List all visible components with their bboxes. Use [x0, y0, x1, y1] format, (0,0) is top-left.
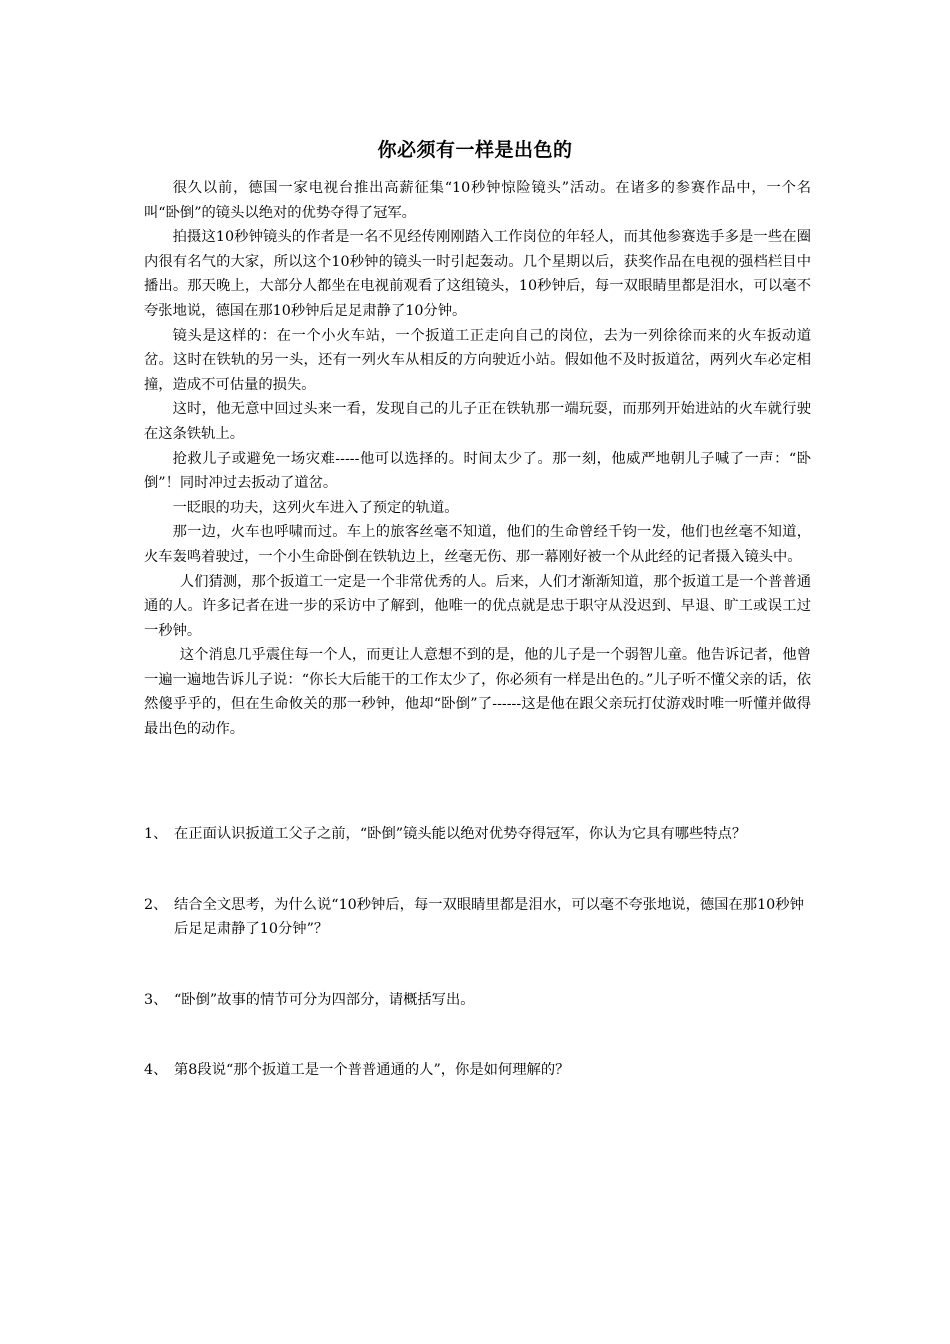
page-title: 你必须有一样是出色的: [377, 139, 573, 161]
paragraph-1: 很久以前，德国一家电视台推出高薪征集“10秒钟惊险镜头”活动。在诸多的参赛作品中，一个名叫“卧倒”的镜头以绝对的优势夺得了冠军。: [144, 180, 811, 221]
paragraph-3: 镜头是这样的：在一个小火车站，一个扳道工正走向自己的岗位，去为一列徐徐而来的火车扳动道岔。这时在铁轨的另一头，还有一列火车从相反的方向驶近小站。假如他不及时扳道岔，两列火车必定相撞，造成不可估量的损失。: [144, 327, 811, 393]
question-text: 第8段说“那个扳道工是一个普普通通的人”，你是如何理解的？: [174, 1062, 570, 1079]
question-4: [144, 1058, 811, 1083]
article-body: [144, 176, 811, 742]
question-3: [144, 988, 811, 1013]
paragraph-4: 这时，他无意中回过头来一看，发现自己的儿子正在铁轨那一端玩耍，而那列开始进站的火车就行驶在这条铁轨上。: [144, 401, 811, 442]
question-text: 在正面认识扳道工父子之前，“卧倒”镜头能以绝对优势夺得冠军，你认为它具有哪些特点？: [174, 826, 747, 842]
question-list: [144, 822, 811, 1083]
paragraph-8: 人们猜测，那个扳道工一定是一个非常优秀的人。后来，人们才渐渐知道，那个扳道工是一个普普通通的人。许多记者在进一步的采访中了解到，他唯一的优点就是忠于职守从没迟到、早退、旷工或误工过一秒钟。: [144, 573, 811, 639]
paragraph-2: 拍摄这10秒钟镜头的作者是一名不见经传刚刚踏入工作岗位的年轻人，而其他参赛选手多是一些在圈内很有名气的大家，所以这个10秒钟的镜头一时引起轰动。几个星期以后，获奖作品在电视的强档栏目中播出。那天晚上，大部分人都坐在电视前观看了这组镜头，10秒钟后，每一双眼睛里都是泪水，可以毫不夸张地说，德国在那10秒钟后足足肃静了10分钟。: [144, 229, 811, 319]
paragraph-6: 一眨眼的功夫，这列火车进入了预定的轨道。: [172, 499, 459, 516]
question-2: [144, 893, 811, 942]
question-1: [144, 822, 811, 847]
question-number: 4、: [144, 1062, 168, 1079]
paragraph-5: 抢救儿子或避免一场灾难-----他可以选择的。时间太少了。那一刻，他威严地朝儿子喊了一声：“卧倒”！同时冲过去扳动了道岔。: [144, 450, 811, 492]
question-number: 3、: [144, 991, 168, 1008]
question-text: “卧倒”故事的情节可分为四部分，请概括写出。: [174, 991, 475, 1008]
paragraph-9: 这个消息几乎震住每一个人，而更让人意想不到的是，他的儿子是一个弱智儿童。他告诉记者，他曾一遍一遍地告诉儿子说：“你长大后能干的工作太少了，你必须有一样是出色的。”儿子听不懂父亲的话，依然傻乎乎的，但在生命攸关的那一秒钟，他却“卧倒”了------这是他在跟父亲玩打仗游戏时唯一听懂并做得最出色的动作。: [144, 647, 811, 738]
question-text: 结合全文思考，为什么说“10秒钟后，每一双眼睛里都是泪水，可以毫不夸张地说，德国在那10秒钟后足足肃静了10分钟”？: [174, 896, 804, 938]
question-number: 1、: [144, 826, 168, 842]
question-number: 2、: [144, 896, 168, 913]
paragraph-7: 那一边，火车也呼啸而过。车上的旅客丝毫不知道，他们的生命曾经千钧一发，他们也丝毫不知道，火车轰鸣着驶过，一个小生命卧倒在铁轨边上，丝毫无伤、那一幕刚好被一个从此经的记者摄入镜头中。: [144, 524, 811, 565]
